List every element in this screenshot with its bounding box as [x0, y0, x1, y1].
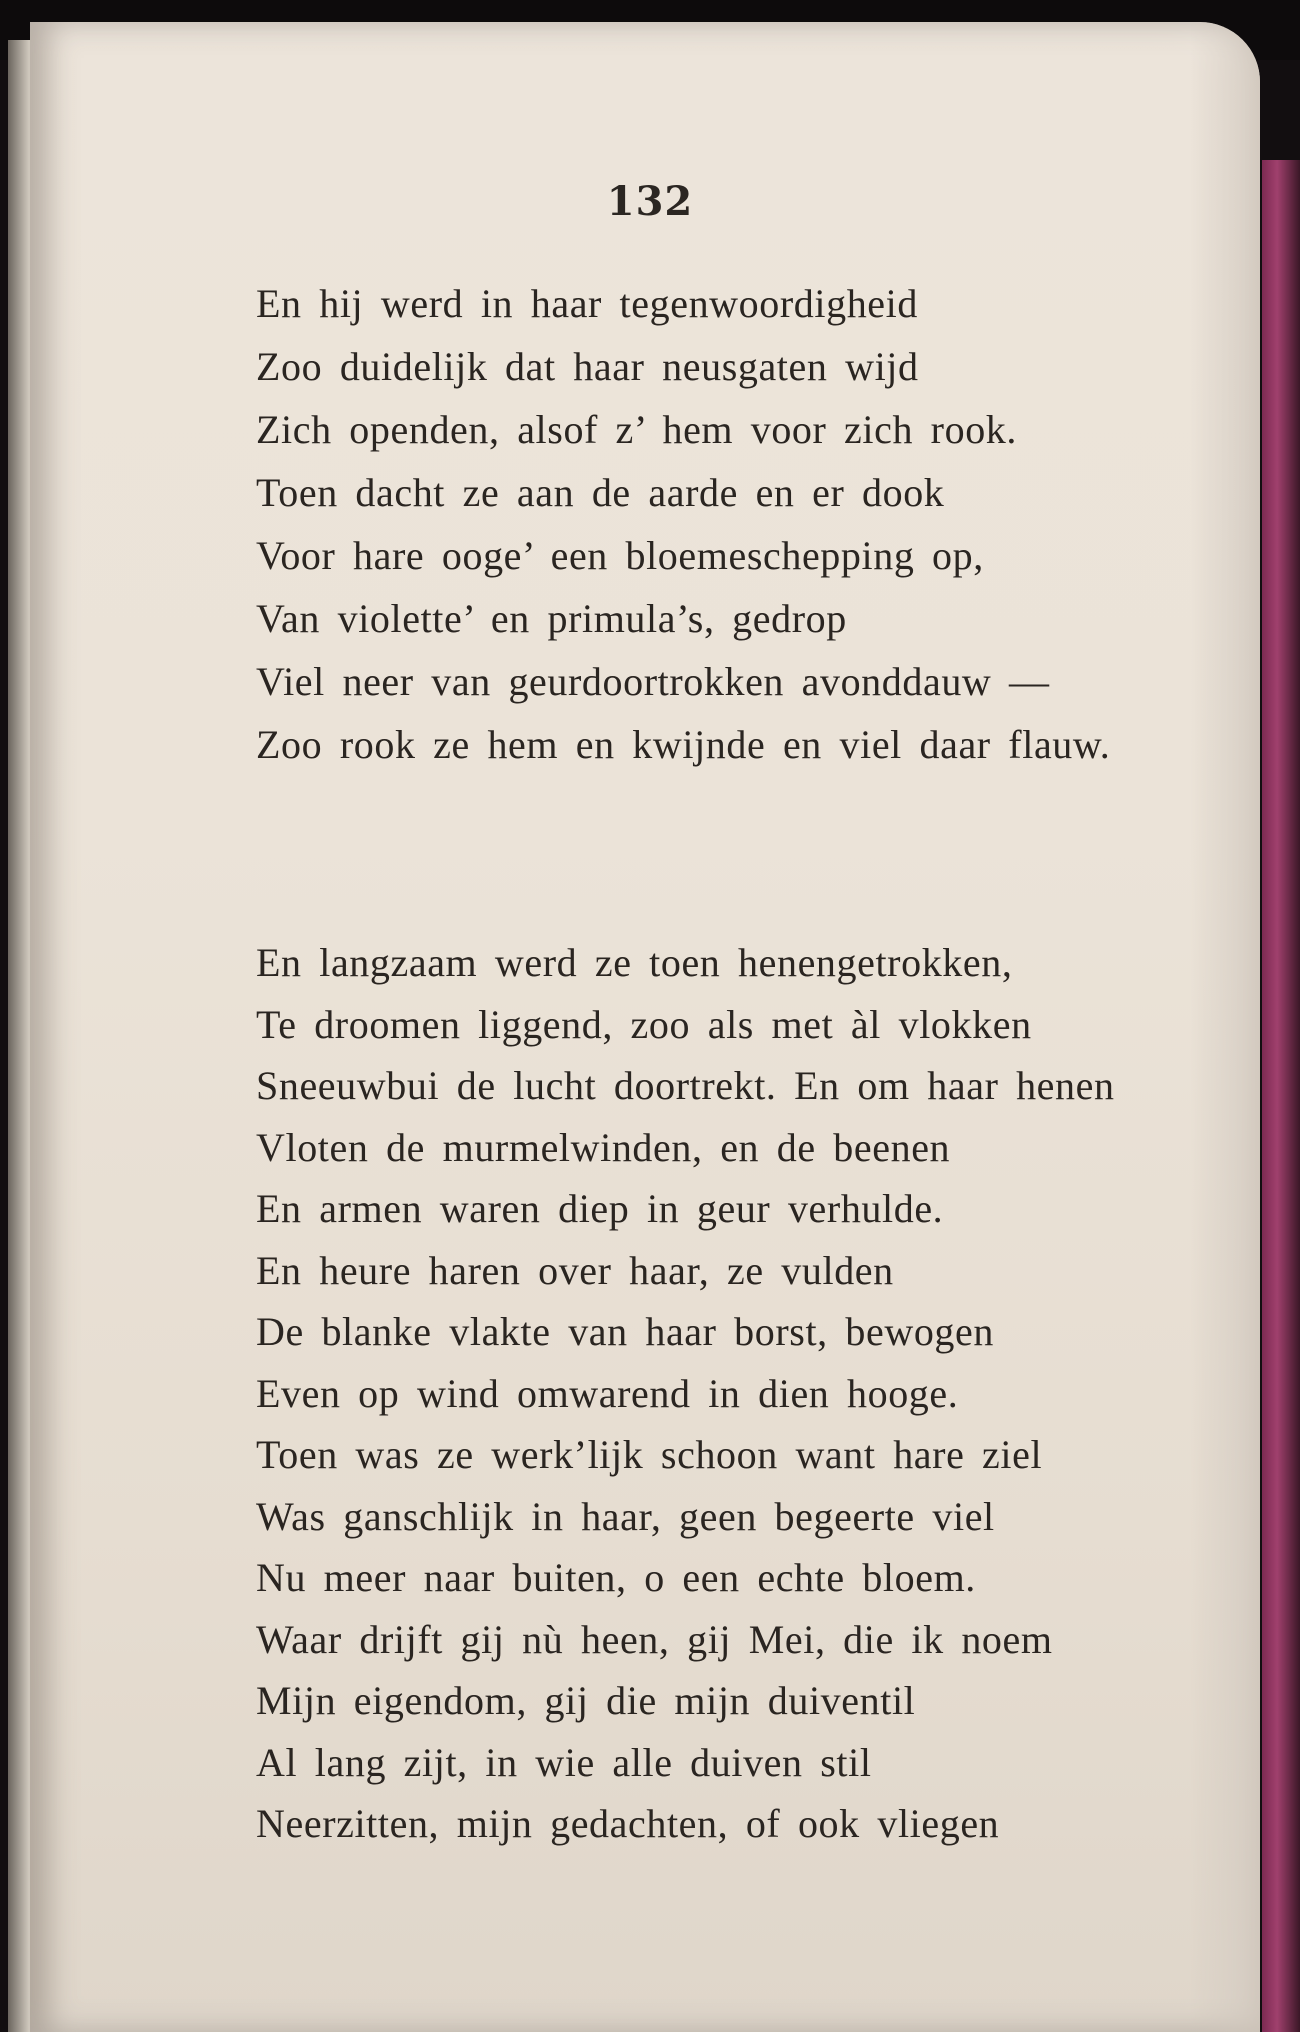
poem-line: Zich openden, alsof z’ hem voor zich rook.: [256, 407, 1017, 452]
poem-line: Toen was ze werk’lijk schoon want hare ziel: [256, 1432, 1043, 1477]
stanza-1: [256, 272, 1110, 776]
poem-line: De blanke vlakte van haar borst, bewogen: [256, 1309, 994, 1354]
page-number: 132: [606, 178, 694, 225]
page-curl-shade: [1190, 22, 1260, 2032]
poem-line: Voor hare ooge’ een bloemeschepping op,: [256, 533, 984, 578]
poem-line: En armen waren diep in geur verhulde.: [256, 1186, 944, 1231]
poem-line: Was ganschlijk in haar, geen begeerte viel: [256, 1493, 995, 1539]
poem-line: En hij werd in haar tegenwoordigheid: [256, 281, 918, 326]
poem-line: Viel neer van geurdoortrokken avonddauw —: [256, 659, 1050, 704]
poem-line: Even op wind omwarend in dien hooge.: [256, 1370, 959, 1416]
poem-line: Zoo duidelijk dat haar neusgaten wijd: [256, 344, 919, 389]
poem-line: Vloten de murmelwinden, en de beenen: [256, 1124, 951, 1170]
poem-line: Zoo rook ze hem en kwijnde en viel daar flauw.: [256, 722, 1111, 767]
poem-line: Al lang zijt, in wie alle duiven stil: [256, 1739, 872, 1785]
poem-line: Mijn eigendom, gij die mijn duiventil: [256, 1678, 916, 1723]
poem-line: Nu meer naar buiten, o een echte bloem.: [256, 1555, 976, 1600]
book-cover-edge: [1262, 160, 1300, 2032]
poem-line: Te droomen liggend, zoo als met àl vlokken: [256, 1001, 1032, 1047]
poem-line: En langzaam werd ze toen henengetrokken,: [256, 940, 1013, 985]
poem-line: Waar drijft gij nù heen, gij Mei, die ik noem: [256, 1616, 1053, 1662]
poem-line: En heure haren over haar, ze vulden: [256, 1247, 894, 1293]
poem-line: Sneeuwbui de lucht doortrekt. En om haar henen: [256, 1063, 1115, 1108]
poem-line: Toen dacht ze aan de aarde en er dook: [256, 470, 945, 515]
poem-line: Van violette’ en primula’s, gedrop: [256, 596, 847, 641]
stanza-2: [256, 932, 1115, 1855]
poem-line: Neerzitten, mijn gedachten, of ook vliegen: [256, 1801, 1000, 1846]
